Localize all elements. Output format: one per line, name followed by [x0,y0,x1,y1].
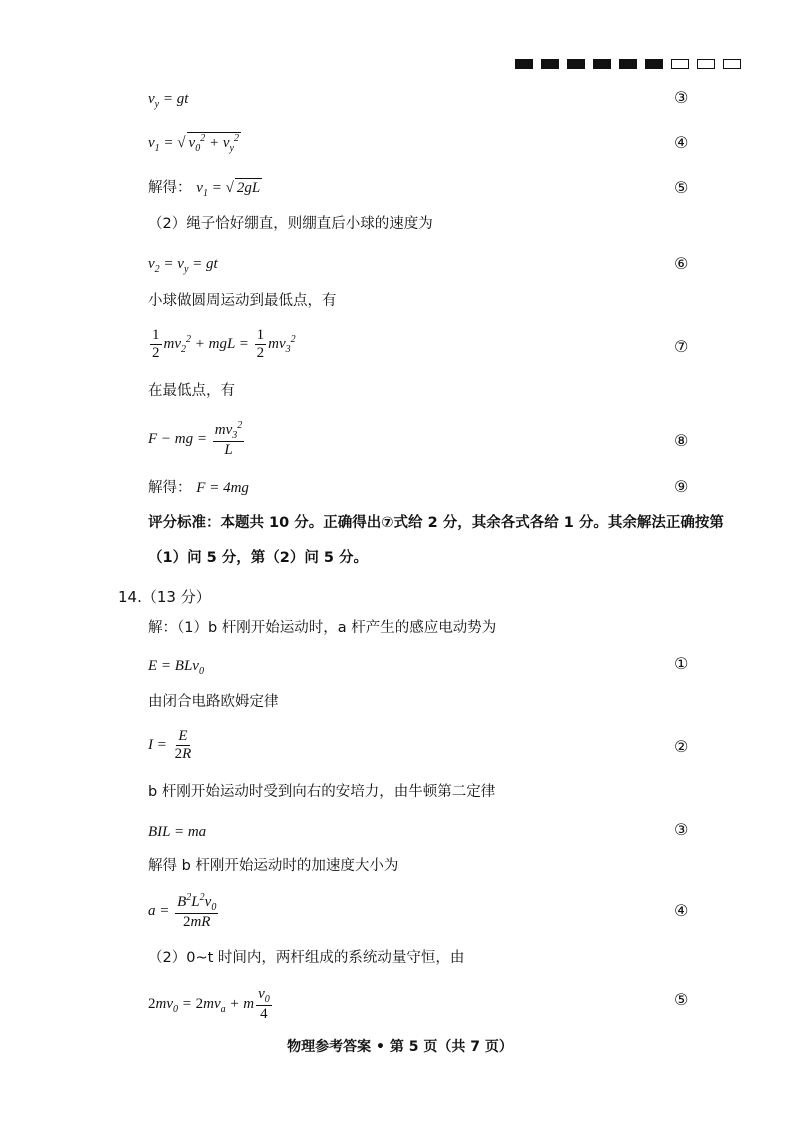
text-q14-1: 解：（1）b 杆刚开始运动时，a 杆产生的感应电动势为 [148,620,497,636]
equation-energy: $\frac{1}{2}$ $mv_2^2$ + mgL = $\frac{1}{2}$ $mv_3^2$ [152,327,296,361]
text-circular: 小球做圆周运动到最低点，有 [148,293,337,309]
mark-empty [723,59,741,69]
equation-number: ⑦ [674,337,689,356]
equation-number: ① [674,654,689,673]
equation-v1-result: $v_1$ = √ 2gL [196,180,261,199]
equation-number: ③ [674,820,689,839]
equation-momentum: $2mv_0 = 2mv_a + m$ $\frac{v_0}{4}$ [148,986,270,1022]
equation-v1: $v_1$ = √ $v_0^2 + v_y^2$ [148,133,239,154]
mark-empty [697,59,715,69]
text-part2: （2）绳子恰好绷直，则绷直后小球的速度为 [148,216,433,232]
equation-acceleration: a = $\frac{B^2L^2v_0}{2mR}$ [148,892,217,930]
equation-number: ② [674,737,689,756]
mark-filled [645,59,663,69]
solve-label: 解得： [148,480,192,496]
solve-label: 解得： [148,180,192,196]
equation-newton: BIL = ma [148,824,207,840]
equation-number: ⑧ [674,431,689,450]
scoring-criteria-2: （1）问 5 分，第（2）问 5 分。 [148,550,369,566]
equation-force: F − mg = $\frac{mv_3^2}{L}$ [148,420,243,458]
equation-number: ⑤ [674,990,689,1009]
header-marks [515,59,741,69]
solve-line-1 [148,178,262,200]
mark-filled [541,59,559,69]
equation-f-result: F = 4mg [196,480,249,496]
text-q14-5: （2）0~t 时间内，两杆组成的系统动量守恒，由 [148,950,465,966]
text-q14-3: b 杆刚开始运动时受到向右的安培力，由牛顿第二定律 [148,784,496,800]
equation-current: I = $\frac{E}{2R}$ [148,728,192,762]
equation-number: ⑨ [674,477,689,496]
mark-filled [567,59,585,69]
scoring-criteria-1: 评分标准：本题共 10 分。正确得出⑦式给 2 分，其余各式各给 1 分。其余解法正确按第 [148,515,724,531]
mark-filled [619,59,637,69]
page-footer: 物理参考答案 • 第 5 页（共 7 页） [287,1039,513,1055]
question-14-heading: 14.（13 分） [118,588,211,606]
mark-filled [515,59,533,69]
equation-number: ⑥ [674,254,689,273]
equation-number: ③ [674,88,689,107]
text-q14-2: 由闭合电路欧姆定律 [148,694,279,710]
equation-number: ④ [674,133,689,152]
equation-vy: $v_y$ = gt [148,91,189,110]
text-q14-4: 解得 b 杆刚开始运动时的加速度大小为 [148,858,399,874]
solve-line-2 [148,478,249,497]
equation-number: ④ [674,901,689,920]
equation-number: ⑤ [674,178,689,197]
equation-v2: $v_2 = v_y$ = gt [148,256,218,275]
mark-filled [593,59,611,69]
text-lowest: 在最低点，有 [148,383,235,399]
mark-empty [671,59,689,69]
equation-emf: E = BLv$_0$ [148,658,204,677]
